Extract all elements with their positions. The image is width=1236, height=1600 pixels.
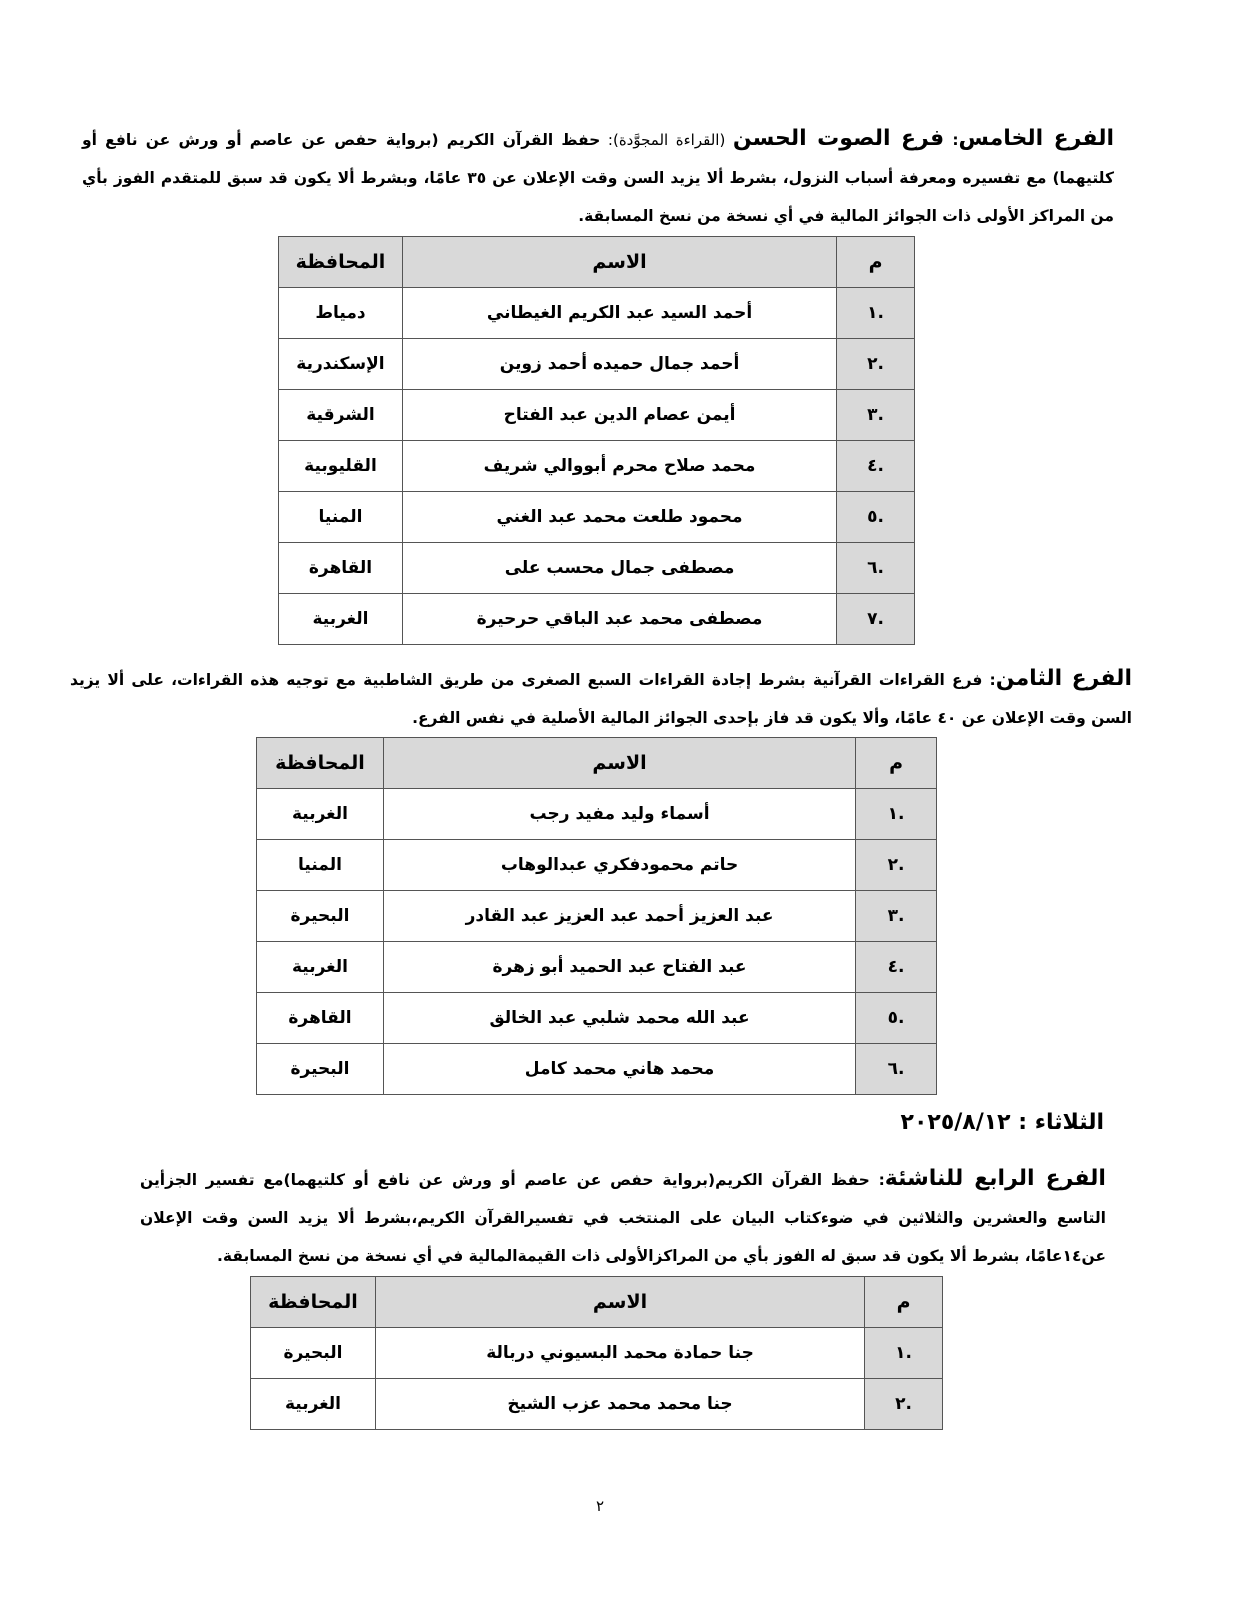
row-name: عبد الفتاح عبد الحميد أبو زهرة [383, 942, 855, 993]
row-num: .٣ [856, 891, 937, 942]
row-governorate: الغربية [251, 1379, 376, 1430]
row-num: .٤ [837, 441, 915, 492]
row-governorate: القاهرة [279, 543, 403, 594]
row-name: محمود طلعت محمد عبد الغني [402, 492, 836, 543]
section-4-description [140, 1160, 1106, 1275]
row-num: .٢ [865, 1379, 943, 1430]
row-num: .٥ [837, 492, 915, 543]
header-num: م [837, 237, 915, 288]
header-num: م [856, 738, 937, 789]
section-5-table [278, 236, 915, 645]
row-num: .٥ [856, 993, 937, 1044]
row-num: .٣ [837, 390, 915, 441]
table-header-row [251, 1277, 943, 1328]
row-num: .٢ [856, 840, 937, 891]
table-row [279, 492, 915, 543]
header-name: الاسم [402, 237, 836, 288]
table-row [257, 993, 937, 1044]
section-5-colon: : [944, 131, 959, 149]
row-governorate: الغربية [257, 789, 384, 840]
row-num: .١ [865, 1328, 943, 1379]
row-name: جنا حمادة محمد البسيوني دربالة [375, 1328, 864, 1379]
section-5-heading: الفرع الخامس [958, 126, 1114, 151]
table-row [257, 1044, 937, 1095]
table-row [279, 543, 915, 594]
row-governorate: البحيرة [257, 891, 384, 942]
section-5-description [82, 120, 1114, 235]
header-governorate: المحافظة [251, 1277, 376, 1328]
row-governorate: المنيا [257, 840, 384, 891]
row-name: محمد هاني محمد كامل [383, 1044, 855, 1095]
table-row [257, 789, 937, 840]
row-num: .١ [837, 288, 915, 339]
table-row [279, 288, 915, 339]
row-governorate: الغربية [257, 942, 384, 993]
table-row [279, 390, 915, 441]
row-num: .٢ [837, 339, 915, 390]
header-name: الاسم [375, 1277, 864, 1328]
row-name: عبد العزيز أحمد عبد العزيز عبد القادر [383, 891, 855, 942]
row-name: جنا محمد محمد عزب الشيخ [375, 1379, 864, 1430]
row-name: مصطفى جمال محسب على [402, 543, 836, 594]
section-5-note: (القراءة المجوَّدة): [600, 131, 733, 149]
section-4-colon: : [869, 1171, 885, 1189]
row-governorate: المنيا [279, 492, 403, 543]
row-governorate: الشرقية [279, 390, 403, 441]
row-num: .٧ [837, 594, 915, 645]
row-governorate: الغربية [279, 594, 403, 645]
section-4-heading: الفرع الرابع للناشئة [884, 1166, 1106, 1191]
header-governorate: المحافظة [279, 237, 403, 288]
row-name: أحمد جمال حميده أحمد زوين [402, 339, 836, 390]
section-8-body: فرع القراءات القرآنية بشرط إجادة القراءات السبع الصغرى من طريق الشاطبية مع توجيه هذه القراءات، على ألا يزيد السن وقت الإعلان عن ٤٠ عامًا، وألا يكون قد فاز بإحدى الجوائز المالية الأصلية في نفس الفرع. [70, 671, 1132, 727]
section-4-body: حفظ القرآن الكريم(برواية حفص عن عاصم أو ورش عن نافع أو كلتيهما)مع تفسير الجزأين التاسع والعشرين والثلاثين في ضوءكتاب البيان على المنتخب في تفسيرالقرآن الكريم،بشرط ألا يزيد السن وقت الإعلان عن١٤عامًا، بشرط ألا يكون قد سبق له الفوز بأي من المراكزالأولى ذات القيمةالمالية في أي نسخة من نسخ المسابقة. [140, 1171, 1106, 1265]
row-governorate: البحيرة [251, 1328, 376, 1379]
day-separator: : [1010, 1110, 1035, 1135]
header-num: م [865, 1277, 943, 1328]
row-governorate: القاهرة [257, 993, 384, 1044]
header-name: الاسم [383, 738, 855, 789]
table-row [257, 840, 937, 891]
row-governorate: القليوبية [279, 441, 403, 492]
row-governorate: البحيرة [257, 1044, 384, 1095]
day-label: الثلاثاء [1034, 1110, 1104, 1135]
day-date: ٢٠٢٥/٨/١٢ [900, 1110, 1011, 1135]
row-name: مصطفى محمد عبد الباقي حرحيرة [402, 594, 836, 645]
row-num: .٤ [856, 942, 937, 993]
row-name: أسماء وليد مفيد رجب [383, 789, 855, 840]
header-governorate: المحافظة [257, 738, 384, 789]
row-num: .١ [856, 789, 937, 840]
page-number: ٢ [595, 1497, 605, 1515]
row-name: حاتم محمودفكري عبدالوهاب [383, 840, 855, 891]
table-header-row [257, 738, 937, 789]
row-num: .٦ [837, 543, 915, 594]
table-row [251, 1328, 943, 1379]
table-header-row [279, 237, 915, 288]
table-row [257, 891, 937, 942]
table-row [279, 441, 915, 492]
row-governorate: الإسكندرية [279, 339, 403, 390]
row-name: عبد الله محمد شلبي عبد الخالق [383, 993, 855, 1044]
section-8-heading: الفرع الثامن [995, 666, 1132, 691]
row-name: محمد صلاح محرم أبووالي شريف [402, 441, 836, 492]
table-row [279, 339, 915, 390]
row-name: أحمد السيد عبد الكريم الغيطاني [402, 288, 836, 339]
section-5-subheading: فرع الصوت الحسن [732, 126, 945, 151]
day-date-heading [901, 1110, 1104, 1135]
table-row [251, 1379, 943, 1430]
row-name: أيمن عصام الدين عبد الفتاح [402, 390, 836, 441]
row-governorate: دمياط [279, 288, 403, 339]
section-5-body: حفظ القرآن الكريم (برواية حفص عن عاصم أو ورش عن نافع أو كلتيهما) مع تفسيره ومعرفة أسباب النزول، بشرط ألا يزيد السن وقت الإعلان عن ٣٥ عامًا، وبشرط ألا يكون قد سبق للمتقدم الفوز بأي من المراكز الأولى ذات الجوائز المالية في أي نسخة من نسخ المسابقة. [82, 131, 1115, 225]
section-8-colon: : [982, 671, 996, 689]
section-8-description [70, 660, 1132, 737]
section-4-table [250, 1276, 943, 1430]
row-num: .٦ [856, 1044, 937, 1095]
table-row [257, 942, 937, 993]
table-row [279, 594, 915, 645]
section-8-table [256, 737, 937, 1095]
